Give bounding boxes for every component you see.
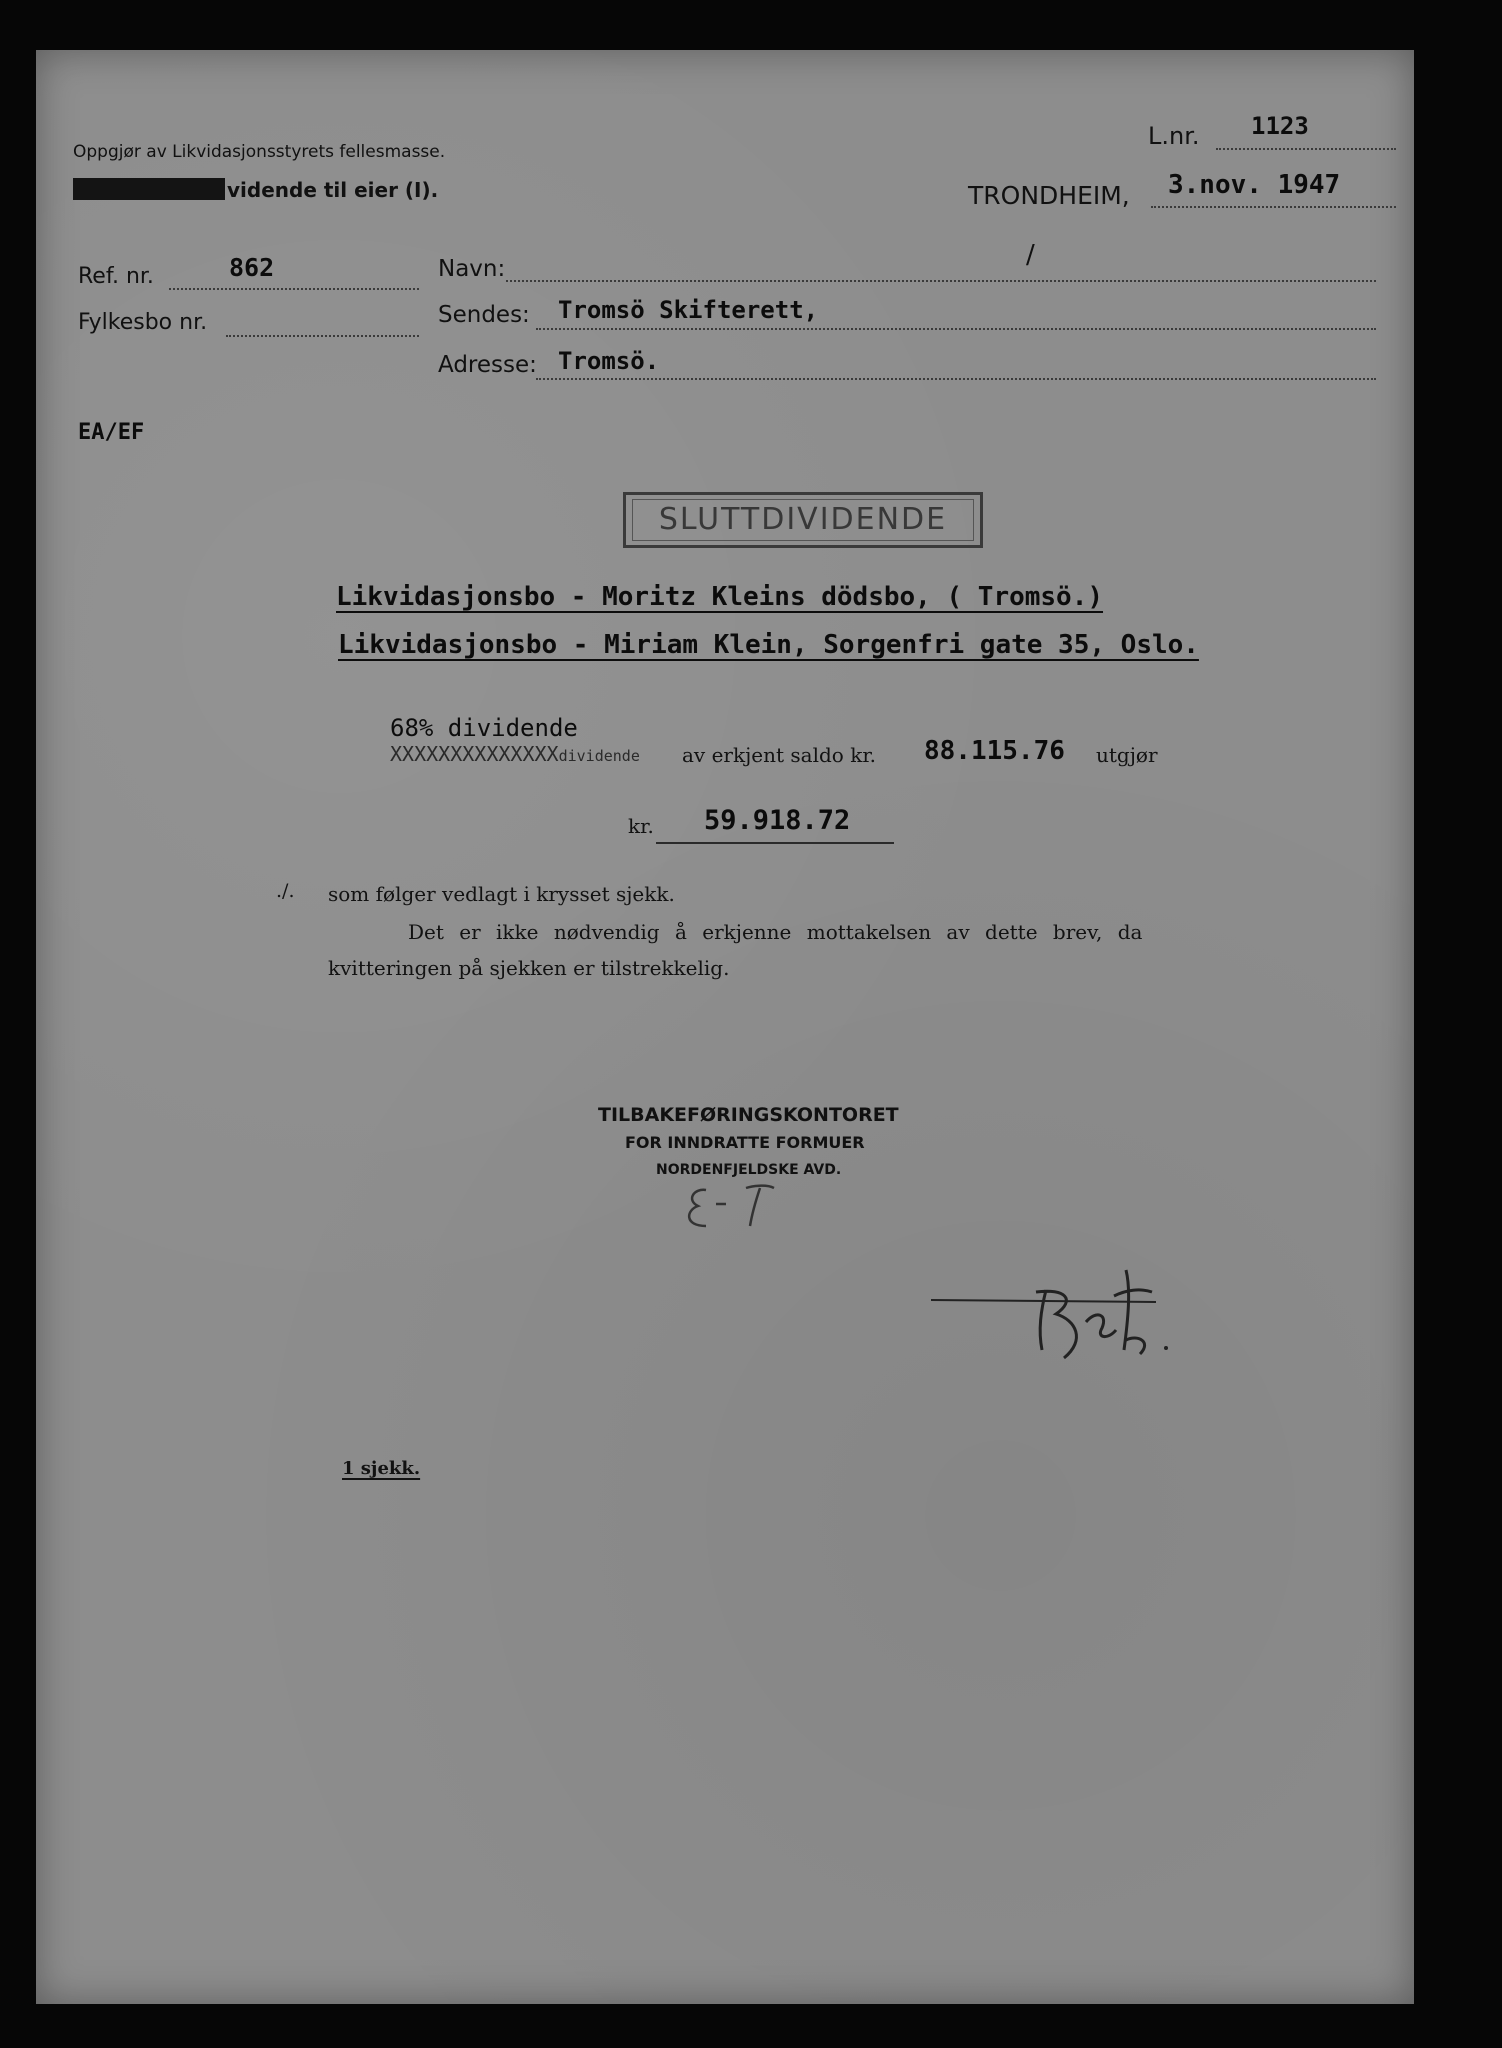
navn-label: Navn: bbox=[438, 256, 506, 282]
sluttdividende-stamp: SLUTTDIVIDENDE bbox=[623, 492, 983, 548]
fylkesbo-label: Fylkesbo nr. bbox=[78, 310, 208, 335]
subject-line-1: Likvidasjonsbo - Moritz Kleins dödsbo, ( Tromsö.) bbox=[336, 582, 1104, 612]
amount-line bbox=[656, 842, 894, 844]
date-line bbox=[1151, 206, 1396, 208]
office-name: TILBAKEFØRINGSKONTORET bbox=[598, 1104, 899, 1126]
body-para-line-2: kvitteringen på sjekken er tilstrekkelig. bbox=[328, 956, 730, 980]
struck-tail: dividende bbox=[558, 747, 640, 765]
struck-x-out: XXXXXXXXXXXXXX bbox=[390, 742, 559, 766]
subject-line-2: Likvidasjonsbo - Miriam Klein, Sorgenfri gate 35, Oslo. bbox=[338, 630, 1199, 660]
office-line-2: FOR INNDRATTE FORMUER bbox=[625, 1133, 865, 1152]
dividend-percent: 68% dividende bbox=[390, 714, 578, 742]
body-para-line-1: Det er ikke nødvendig å erkjenne mottakelsen av dette brev, da bbox=[408, 920, 1143, 944]
enclosure-mark: ./. bbox=[276, 880, 295, 902]
adresse-line bbox=[536, 378, 1376, 380]
sendes-line bbox=[536, 328, 1376, 330]
body-line-1: som følger vedlagt i krysset sjekk. bbox=[328, 882, 675, 906]
saldo-amount: 88.115.76 bbox=[924, 736, 1065, 766]
place-label: TRONDHEIM, bbox=[968, 181, 1130, 210]
sendes-value: Tromsö Skifterett, bbox=[558, 296, 819, 324]
form-subtitle bbox=[73, 178, 438, 202]
kr-label: kr. bbox=[628, 814, 654, 838]
dividend-amount: 59.918.72 bbox=[704, 805, 851, 836]
letter-date: 3.nov. 1947 bbox=[1168, 170, 1341, 200]
ref-line bbox=[169, 288, 419, 290]
struck-text bbox=[390, 742, 640, 766]
ref-label: Ref. nr. bbox=[78, 264, 154, 289]
enclosure-note: 1 sjekk. bbox=[342, 1458, 421, 1479]
signature bbox=[926, 1230, 1206, 1390]
ref-value: 862 bbox=[229, 253, 275, 282]
lnr-line bbox=[1216, 148, 1396, 150]
office-line-3: NORDENFJELDSKE AVD. bbox=[656, 1162, 842, 1178]
lnr-label: L.nr. bbox=[1148, 122, 1200, 150]
adresse-label: Adresse: bbox=[438, 352, 537, 378]
navn-value: / bbox=[1026, 240, 1035, 270]
saldo-text: av erkjent saldo kr. bbox=[682, 743, 877, 767]
navn-line bbox=[506, 280, 1376, 282]
handwritten-initials bbox=[676, 1170, 796, 1240]
redaction-bar bbox=[73, 178, 225, 200]
utgjor-text: utgjør bbox=[1096, 743, 1158, 767]
form-subtitle-text: vidende til eier (I). bbox=[227, 178, 439, 202]
adresse-value: Tromsö. bbox=[558, 347, 660, 375]
initials: EA/EF bbox=[78, 420, 145, 445]
fylkesbo-line bbox=[226, 335, 419, 337]
document-page bbox=[36, 50, 1414, 2004]
sendes-label: Sendes: bbox=[438, 302, 530, 328]
lnr-value: 1123 bbox=[1251, 112, 1309, 140]
form-title: Oppgjør av Likvidasjonsstyrets fellesmasse. bbox=[73, 142, 446, 162]
